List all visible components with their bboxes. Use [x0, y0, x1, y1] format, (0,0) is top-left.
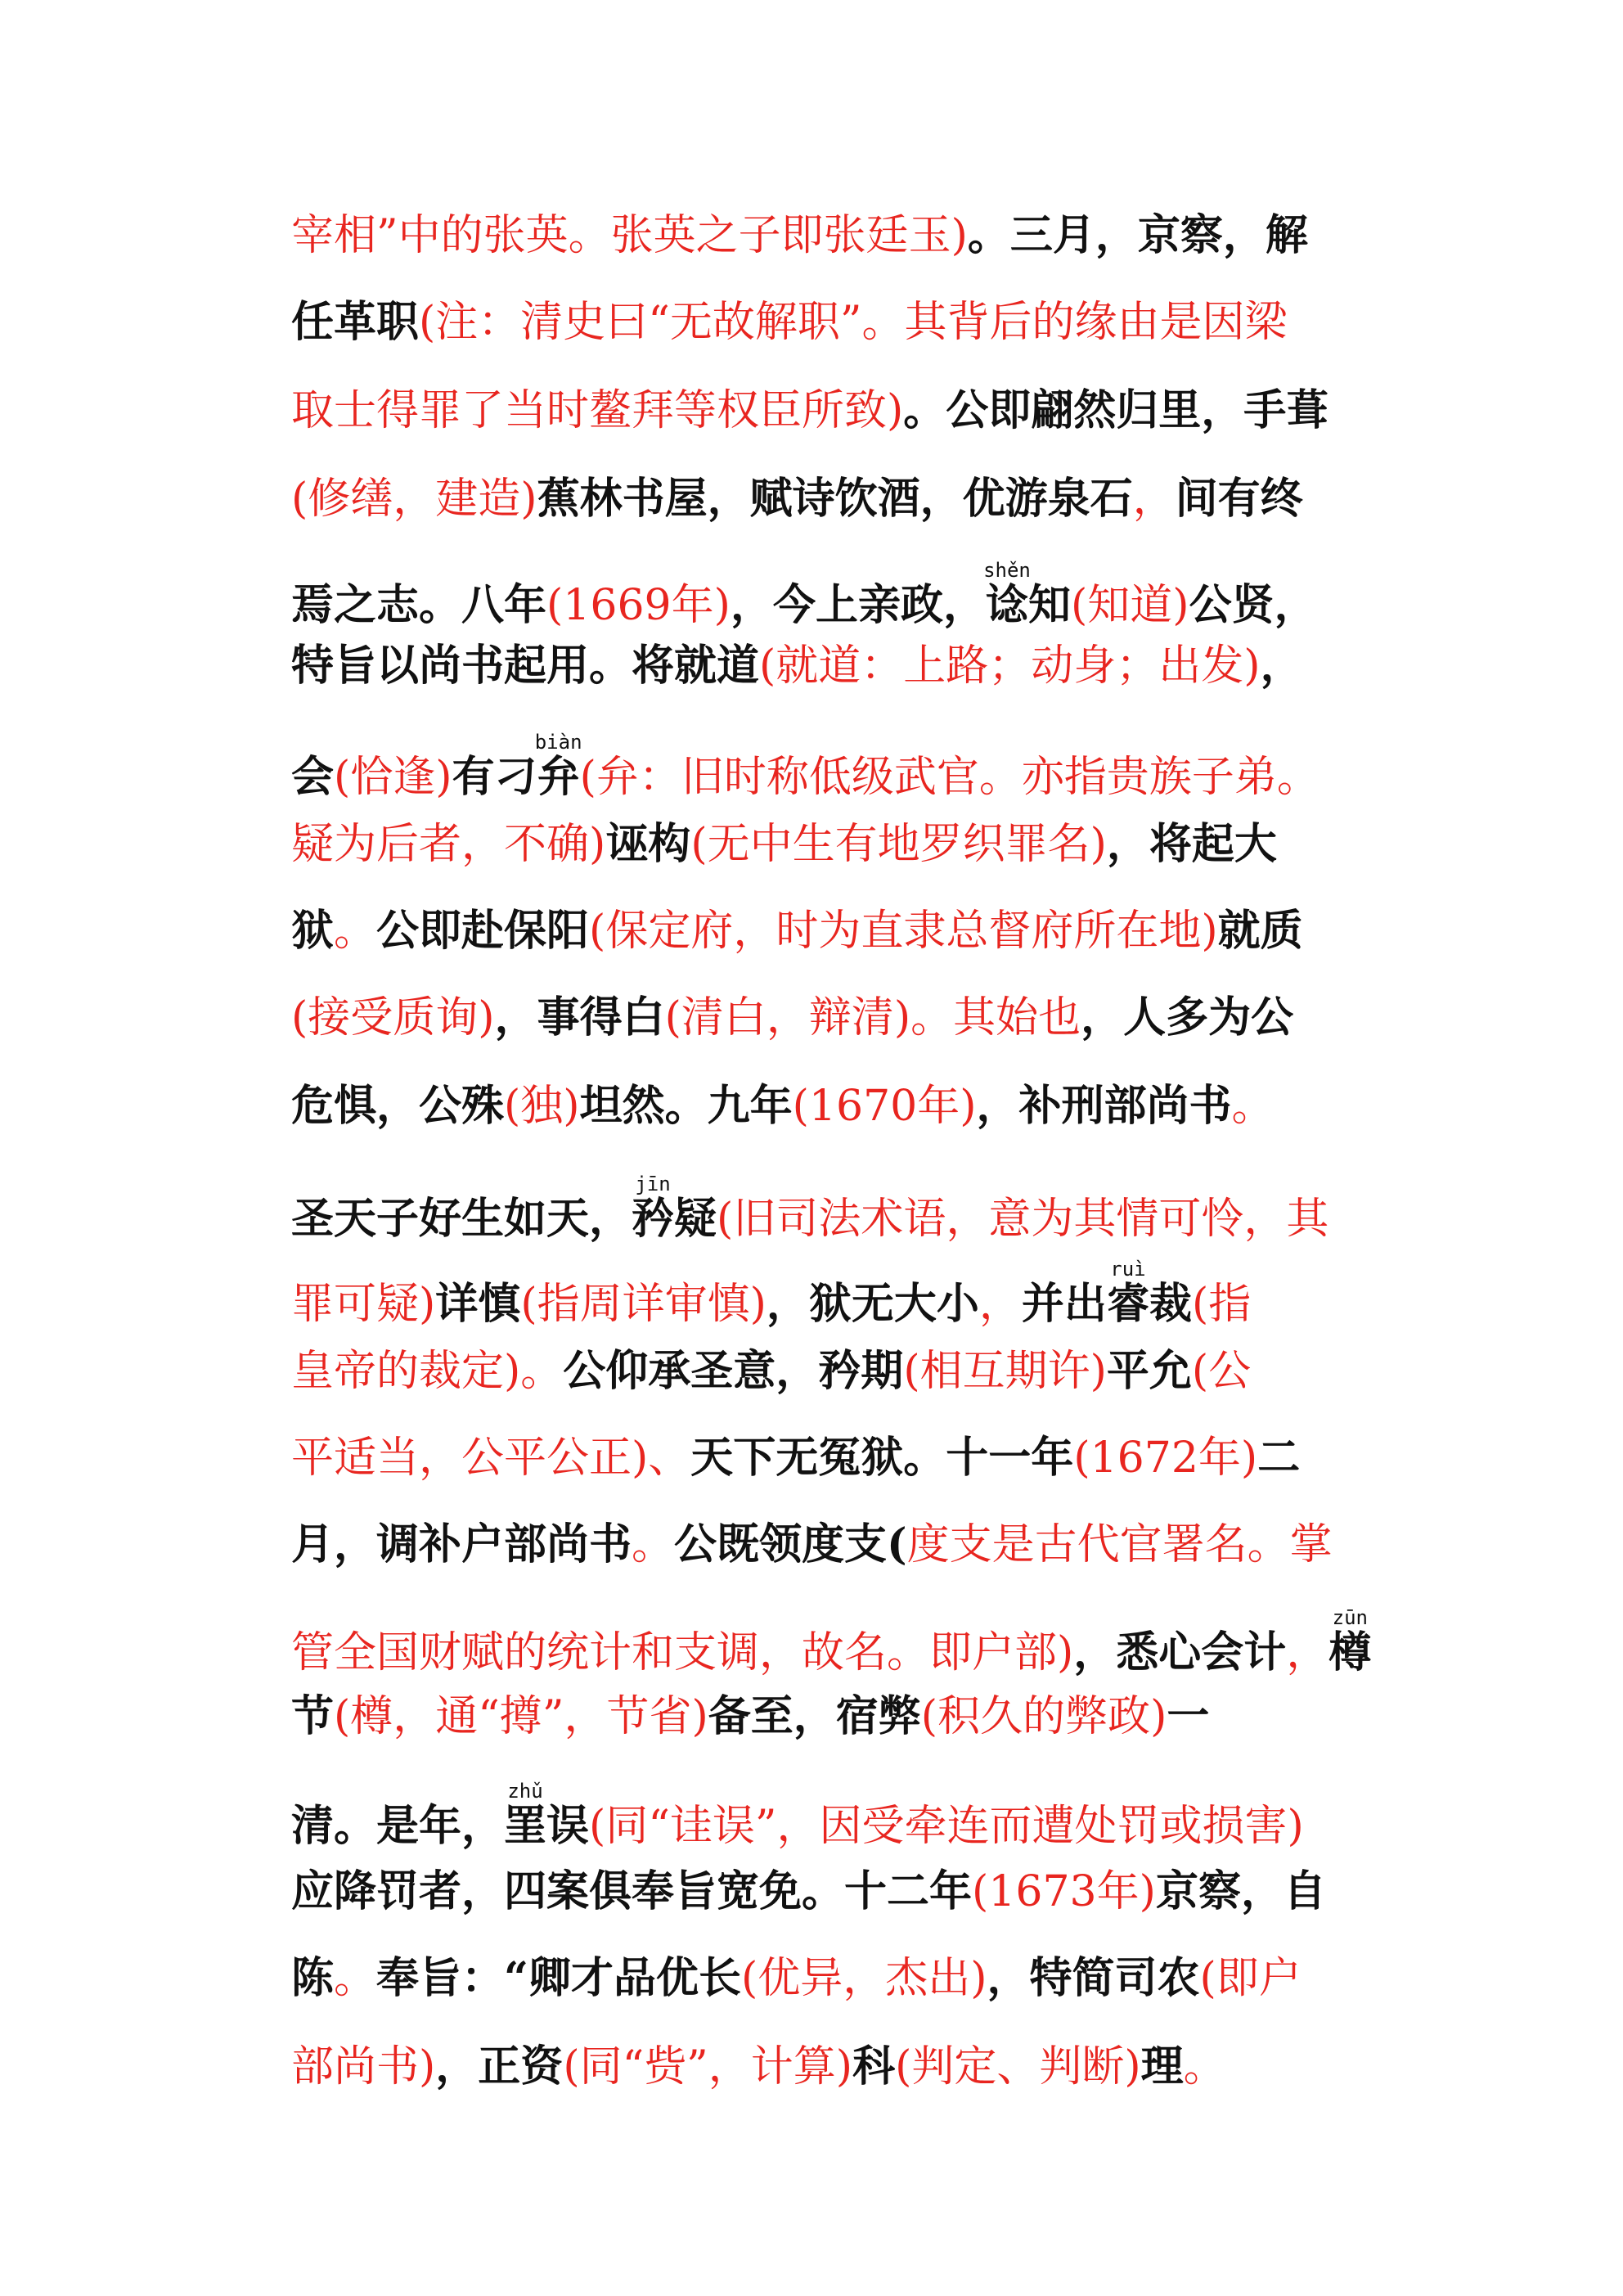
annotation-text: (知道): [1070, 581, 1189, 630]
body-text: 一: [1167, 1691, 1210, 1741]
body-text: 奉旨：“卿才品优长: [376, 1953, 741, 2003]
pinyin-annotated-char: [1106, 1258, 1149, 1329]
body-text: 特旨以尚书起用。将就道: [291, 641, 760, 691]
annotation-text: 管全国财赋的统计和支调，故名。即户部): [291, 1628, 1074, 1677]
annotation-text: 平适当，公平公正)、: [291, 1434, 691, 1483]
body-text: ，悉心会计: [1073, 1627, 1287, 1677]
annotation-text: (修缮，建造): [291, 475, 537, 524]
annotation-text: (同“赀”，计算): [563, 2042, 853, 2091]
body-text: 应降罚者，四案俱奉旨宽免。十二年: [291, 1866, 973, 1916]
annotation-text: (1673年): [972, 1867, 1156, 1916]
text-line: [291, 211, 1379, 260]
body-text: 任革职: [291, 297, 420, 347]
body-text: 知: [1027, 580, 1071, 630]
annotation-text: 皇帝的裁定)。: [291, 1347, 564, 1396]
body-text: 有刁: [452, 752, 537, 802]
body-text: 危惧，公殊: [291, 1081, 505, 1131]
pinyin-label: zhǔ: [504, 1780, 547, 1803]
body-text: 诬构: [605, 819, 691, 869]
body-text: 并出: [1021, 1279, 1107, 1329]
body-text: 公即赴保阳: [376, 906, 590, 956]
annotation-text: ，: [978, 1280, 1022, 1329]
body-text: ，: [1260, 641, 1303, 691]
annotation-text: 疑为后者，不确): [291, 820, 606, 869]
body-text: 陈: [291, 1953, 335, 2003]
body-text: 。公即翩然归里，手葺: [903, 385, 1329, 435]
annotation-text: 。: [1183, 2042, 1226, 2091]
body-text: 裁: [1149, 1279, 1192, 1329]
text-line: [291, 1780, 1379, 1851]
text-line: [291, 1692, 1379, 1741]
body-text: 间有终: [1175, 474, 1303, 524]
annotation-text: 度支是古代官署名。掌: [906, 1520, 1333, 1569]
body-text: 就质: [1217, 906, 1303, 956]
body-text: ，将起大: [1106, 819, 1277, 869]
annotation-text: (保定府，时为直隶总督府所在地): [589, 907, 1218, 956]
body-text: ，特简司农: [987, 1953, 1200, 2003]
text-line: [291, 820, 1379, 869]
pinyin-label: zūn: [1329, 1606, 1372, 1629]
text-line: [291, 386, 1379, 435]
pinyin-annotated-char: [1329, 1606, 1372, 1677]
text-line: [291, 1258, 1379, 1329]
body-text: 清。是年，: [291, 1801, 505, 1851]
body-text: 公仰承圣意，矜期: [563, 1346, 904, 1396]
pinyin-label: jīn: [632, 1173, 675, 1195]
text-line: [291, 1520, 1379, 1569]
annotation-text: (注：清史曰“无故解职”。其背后的缘由是因梁: [419, 298, 1288, 347]
body-text: 圣天子好生如天，: [291, 1194, 632, 1244]
annotation-text: ，: [1286, 1628, 1329, 1677]
body-text: ，狱无大小: [766, 1279, 979, 1329]
annotation-text: (恰逢): [334, 753, 452, 802]
body-text: 理: [1140, 2042, 1184, 2091]
annotation-text: (樽，通“撙”，节省): [334, 1692, 708, 1741]
text-line: [291, 1434, 1379, 1483]
annotation-text: (积久的弊政): [920, 1692, 1167, 1741]
body-text: 京察，自: [1155, 1866, 1326, 1916]
body-text: 蕉林书屋，赋诗饮酒，优游泉石: [537, 474, 1133, 524]
text-line: [291, 907, 1379, 956]
text-line: [291, 1867, 1379, 1916]
pinyin-annotated-char: [983, 559, 1031, 630]
body-text: 平允: [1106, 1346, 1192, 1396]
text-line: [291, 1082, 1379, 1131]
text-line: [291, 1173, 1379, 1244]
annotation-text: (接受质询): [291, 993, 495, 1042]
text-line: [291, 1954, 1379, 2003]
text-line: [291, 2042, 1379, 2091]
annotation-text: 。: [632, 1520, 675, 1569]
annotation-text: (弁：旧时称低级武官。亦指贵族子弟。: [579, 753, 1320, 802]
annotation-text: (相互期许): [903, 1347, 1107, 1396]
body-text: 科: [852, 2042, 896, 2091]
annotation-text: (1670年): [792, 1082, 977, 1131]
body-text: 月，调补户部尚书: [291, 1519, 632, 1569]
body-text: 二: [1257, 1433, 1301, 1483]
annotation-text: (同“诖误”，因受牵连而遭处罚或损害): [589, 1802, 1304, 1851]
body-text: ，今上亲政，: [730, 580, 986, 630]
pinyin-label: biàn: [534, 731, 582, 754]
annotation-text: 罪可疑): [291, 1280, 436, 1329]
annotation-text: (1672年): [1073, 1434, 1258, 1483]
annotation-text: ，: [1132, 475, 1176, 524]
body-text: 。三月，京察，解: [967, 210, 1308, 260]
body-text: 坦然。九年: [579, 1081, 793, 1131]
body-text: 焉之志。八年: [291, 580, 547, 630]
body-text: 误: [546, 1801, 590, 1851]
text-line: [291, 1606, 1379, 1677]
body-text: 公贤，: [1189, 580, 1317, 630]
body-text: 天下无冤狱。十一年: [690, 1433, 1074, 1483]
text-line: [291, 298, 1379, 347]
pinyin-label: shěn: [983, 559, 1031, 582]
annotated-char: 弁: [534, 752, 582, 802]
annotation-text: 宰相”中的张英。张英之子即张廷玉): [291, 211, 968, 260]
annotation-text: (即户: [1199, 1954, 1302, 2003]
text-line: [291, 993, 1379, 1042]
annotation-text: (清白，辩清)。其始也: [664, 993, 1081, 1042]
body-text: 节: [291, 1691, 335, 1741]
body-text: ，正资: [435, 2042, 564, 2091]
annotated-char: 睿: [1106, 1279, 1149, 1329]
annotation-text: 部尚书): [291, 2042, 436, 2091]
body-text: 备至，宿弊: [708, 1691, 921, 1741]
annotation-text: (就道：上路；动身；出发): [759, 642, 1261, 691]
pinyin-annotated-char: [632, 1173, 675, 1244]
body-text: 详慎: [435, 1279, 521, 1329]
body-text: ，事得白: [494, 993, 665, 1042]
annotation-text: (指: [1191, 1280, 1252, 1329]
text-line: [291, 1347, 1379, 1396]
annotation-text: (旧司法术语，意为其情可怜，其: [717, 1195, 1329, 1244]
annotated-char: 矜: [632, 1194, 675, 1244]
text-line: [291, 731, 1379, 802]
text-line: [291, 642, 1379, 691]
annotation-text: (无中生有地罗织罪名): [690, 820, 1107, 869]
text-line: [291, 559, 1379, 630]
annotation-text: 。: [334, 1954, 377, 2003]
annotation-text: (判定、判断): [895, 2042, 1141, 2091]
text-line: [291, 475, 1379, 524]
pinyin-label: ruì: [1106, 1258, 1149, 1281]
body-text: 会: [291, 752, 335, 802]
annotation-text: (公: [1191, 1347, 1252, 1396]
annotation-text: 取士得罪了当时鳌拜等权臣所致): [291, 386, 904, 435]
annotation-text: 。: [334, 907, 377, 956]
body-text: 疑: [674, 1194, 717, 1244]
pinyin-annotated-char: [534, 731, 582, 802]
annotation-text: 。: [1231, 1082, 1275, 1131]
body-text: ，人多为公: [1081, 993, 1294, 1042]
body-text: ，补刑部尚书: [976, 1081, 1232, 1131]
annotated-char: 谂: [983, 580, 1031, 630]
annotated-char: 樽: [1329, 1627, 1372, 1677]
annotated-char: 罣: [504, 1801, 547, 1851]
annotation-text: (指周详审慎): [520, 1280, 767, 1329]
annotation-text: (独): [504, 1082, 580, 1131]
body-text: 公既领度支(: [674, 1519, 907, 1569]
pinyin-annotated-char: [504, 1780, 547, 1851]
annotation-text: (优异，杰出): [740, 1954, 987, 2003]
annotation-text: (1669年): [546, 581, 731, 630]
body-text: 狱: [291, 906, 335, 956]
